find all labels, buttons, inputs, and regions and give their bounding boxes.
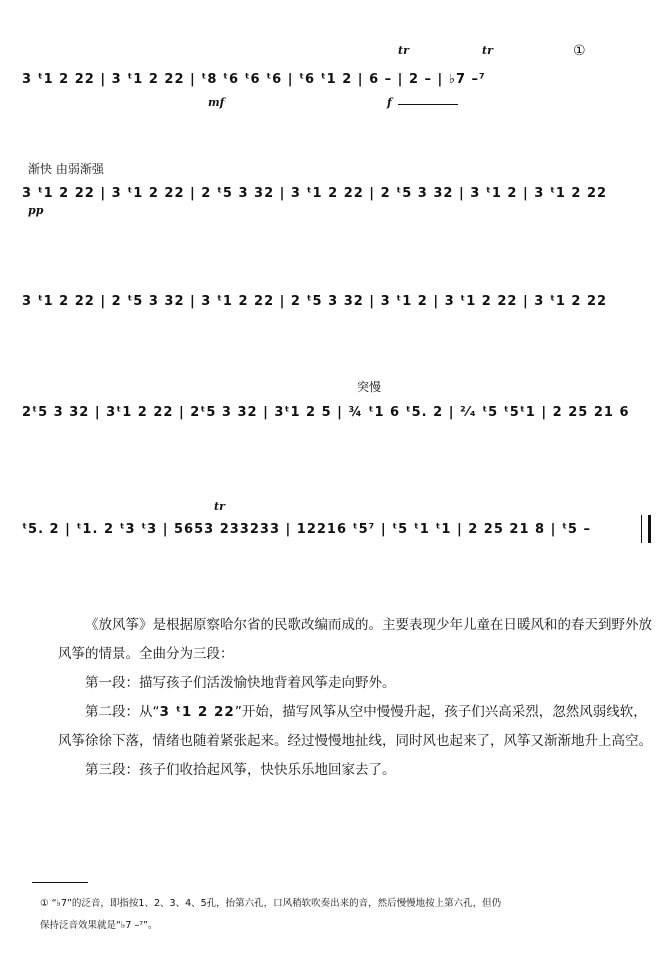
- paragraph-section-2: [58, 698, 654, 756]
- score-line-4-notes: 2ᵗ5 3 32 | 3ᵗ1 2 22 | 2ᵗ5 3 32 | 3ᵗ1 2 5 | ¾ ᵗ1 6 ᵗ5. 2 | ²⁄₄ ᵗ5 ᵗ5ᵗ1 | 2 25 21 6: [22, 405, 630, 420]
- paragraph-section-2-rest: ”开始，描写风筝从空中慢慢升起，孩子们兴高采烈，忽然风弱线软，风筝徐徐下落，情绪也随着紧张起来。经过慢慢地扯线，同时风也起来了，风筝又渐渐地升上高空。: [58, 704, 652, 749]
- score-line-5: [22, 522, 652, 537]
- paragraph-section-3: 第三段：孩子们收拾起风筝，快快乐乐地回家去了。: [85, 762, 396, 778]
- paragraph-section-1: 第一段：描写孩子们活泼愉快地背着风筝走向野外。: [85, 675, 396, 691]
- barline: [641, 515, 642, 543]
- dynamic-f: f: [387, 96, 392, 109]
- dynamic-pp: pp: [28, 204, 44, 217]
- footnote-ref-mark: ①: [573, 43, 586, 59]
- footnote-line-2: 保持泛音效果就是“♭7 –⁷”。: [40, 920, 158, 931]
- score-line-4: [22, 405, 652, 420]
- trill-mark-1: tr: [398, 44, 409, 57]
- footnote-text-1: “♭7”的泛音，即指按1、2、3、4、5孔，抬第六孔，口风稍软吹奏出来的音，然后慢慢地按上第六孔，但仍: [51, 898, 502, 909]
- score-line-5-notes: ᵗ5. 2 | ᵗ1. 2 ᵗ3 ᵗ3 | 5653 233233 | 12216 ᵗ5⁷ | ᵗ5 ᵗ1 ᵗ1 | 2 25 21 8 | ᵗ5 –: [22, 522, 591, 537]
- trill-mark-2: tr: [482, 44, 493, 57]
- tempo-header-2: 突慢: [357, 380, 382, 394]
- score-line-3: [22, 294, 652, 309]
- footnote-divider: [32, 882, 88, 883]
- score-line-3-notes: 3 ᵗ1 2 22 | 2 ᵗ5 3 32 | 3 ᵗ1 2 22 | 2 ᵗ5 3 32 | 3 ᵗ1 2 | 3 ᵗ1 2 22 | 3 ᵗ1 2 22: [22, 294, 608, 309]
- tempo-header-1: 渐快 由弱渐强: [28, 162, 104, 176]
- trill-mark-3: tr: [214, 500, 225, 513]
- paragraph-intro: 《放风筝》是根据原察哈尔省的民歌改编而成的。主要表现少年儿童在日暖风和的春天到野外放风筝的情景。全曲分为三段：: [58, 617, 652, 662]
- footnote: [40, 893, 652, 937]
- dynamic-hairpin: [398, 104, 458, 105]
- footnote-line-1: [40, 893, 652, 915]
- inline-notation: 3 ᵗ1 2 22: [159, 704, 235, 720]
- score-line-1-notes: 3 ᵗ1 2 22 | 3 ᵗ1 2 22 | ᵗ8 ᵗ6 ᵗ6 ᵗ6 | ᵗ6 ᵗ1 2 | 6 – | 2 – | ♭7 –⁷: [22, 72, 486, 87]
- description-text: [58, 611, 654, 785]
- paragraph-section-2-start: 第二段：从“: [85, 704, 160, 720]
- footnote-marker: ①: [40, 898, 49, 909]
- score-line-2: [22, 186, 652, 201]
- score-line-2-notes: 3 ᵗ1 2 22 | 3 ᵗ1 2 22 | 2 ᵗ5 3 32 | 3 ᵗ1 2 22 | 2 ᵗ5 3 32 | 3 ᵗ1 2 | 3 ᵗ1 2 22: [22, 186, 608, 201]
- score-line-1: [22, 72, 652, 87]
- final-barline: [648, 515, 651, 543]
- dynamic-mf: mf: [208, 96, 225, 109]
